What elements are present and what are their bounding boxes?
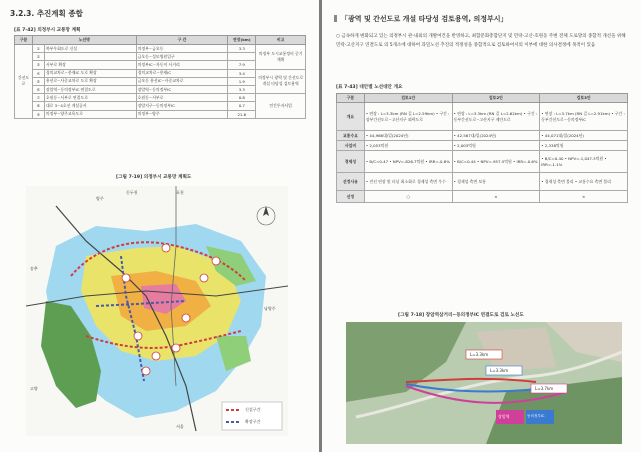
route-length: 3.4 xyxy=(228,69,256,77)
th-section: 구 간 xyxy=(136,36,228,45)
table-caption: [표 7-42] 의정부시 교통망 계획 xyxy=(14,28,81,33)
row-number: ① xyxy=(32,45,44,53)
route-aerial-map xyxy=(346,322,622,444)
route-name: 의정부~양주교육도로 xyxy=(44,110,136,118)
route-length: 7.9 xyxy=(228,61,256,69)
row-label: 경제성 xyxy=(337,151,365,173)
route-name: 북부우회도로 신설 xyxy=(44,45,136,53)
th-type: 구분 xyxy=(15,36,33,45)
route-figure-caption: [그림 7-18] 장암역삼거리~동의정부IC 연결도로 검토 노선도 xyxy=(398,313,524,318)
route-section: 장암역~동의정부IC xyxy=(136,85,228,93)
section-title: 3.2.3. 추진계획 종합 xyxy=(10,9,83,18)
route-length: 3.3 xyxy=(228,85,256,93)
route-length: 0.8 xyxy=(228,94,256,102)
right-header-text: 「광역 및 간선도로 개설 타당성 검토용역, 의정부시」 xyxy=(341,15,508,23)
option1-cell: • B/C=0.47 • NPV=-826.7억원 • IRR=-0.8% xyxy=(364,151,452,173)
th-length: 연장(km) xyxy=(228,36,256,45)
alt-th-option1: 검토1안 xyxy=(364,94,452,103)
option1-cell: • 전선 연장 및 터널 최소화로 경제성 측면 우수 xyxy=(364,173,452,191)
th-note: 비고 xyxy=(256,36,306,45)
alternative-table xyxy=(336,93,628,203)
route-label-1: L=3.3km xyxy=(470,352,489,357)
alt-table-row xyxy=(337,131,628,141)
route-section: 금오동 흥선IC~사중교차로 xyxy=(136,77,228,85)
row-label: 선정사유 xyxy=(337,173,365,191)
row-note: 의정부시 광역 및 간선도로 개설 타당성 검토용역 xyxy=(256,69,306,94)
row-number: ⑨ xyxy=(32,110,44,118)
option3-cell: • 44,071대/일(2024년) xyxy=(540,131,628,141)
option3-cell: × xyxy=(540,191,628,203)
alt-th-option3: 검토3안 xyxy=(540,94,628,103)
map-label-yangju: 양주 xyxy=(96,196,104,201)
row-number: ⑤ xyxy=(32,77,44,85)
table-header-row xyxy=(15,36,306,45)
route-label-2: L=3.3km xyxy=(490,368,509,373)
alt-table-header-row xyxy=(337,94,628,103)
map-drawing xyxy=(26,186,288,436)
map-label-seoul: 서울 xyxy=(176,424,184,429)
route-name: 장암역~동의정부IC 연결도로 xyxy=(44,85,136,93)
summary-paragraph: ○ 금속하게 변화되고 있는 의정부시 관-내외의 개발여건을 반영하고, 최합문화총합단지 및 민락-고산-호원동 주변 전체 도로망의 종합적 개선을 위해 민락-고산지구 연결도로 의 5개소에 대하여 과밀노선 추진의 적정성을 종합적으로 검토하여서의 이부에 대한 의사결정에 목적이 있음 xyxy=(336,34,626,49)
route-section: 금오동~성모병원입구 xyxy=(136,53,228,61)
option1-cell: ○ xyxy=(364,191,452,203)
figure-caption: [그림 7-19] 의정부시 교통망 계획도 xyxy=(116,175,192,180)
map-label-jangam: 장암역 xyxy=(498,414,510,419)
route-section: 경의교차로~풍재IC xyxy=(136,69,228,77)
alt-table-row xyxy=(337,141,628,151)
row-number: ② xyxy=(32,53,44,61)
route-length: 0.7 xyxy=(228,102,256,110)
route-length: 3.3 xyxy=(228,45,256,53)
map-label-songchu: 송추 xyxy=(30,266,38,271)
table-row xyxy=(15,69,306,77)
map-label-goyang: 고양 xyxy=(30,386,38,391)
map-label-dongducheon: 동두천 xyxy=(126,190,138,195)
option1-cell: • 44,966대/일(2024년) xyxy=(364,131,452,141)
route-name: 호원동~서부로 연결도로 xyxy=(44,94,136,102)
aerial-drawing xyxy=(346,322,622,444)
option2-cell: • 연장 : L=3.3km (RN 길 L=2.62km) • 구간 : 동부간선도로~고산지구 제안도로 xyxy=(452,103,540,131)
alt-table-row xyxy=(337,173,628,191)
row-label: 교통수요 xyxy=(337,131,365,141)
alt-table-row xyxy=(337,191,628,203)
route-name: 경의교차로~풍재IC 도로 확장 xyxy=(44,69,136,77)
row-number: ④ xyxy=(32,69,44,77)
row-number: ⑥ xyxy=(32,85,44,93)
option2-cell: • B/C=0.44 • NPV=-957.5억원 • IRR=-0.6% xyxy=(452,151,540,173)
header-bar-icon xyxy=(334,15,337,22)
option3-cell: • B/C=0.40 • NPV=-1,047.3억원 • IRR=-1.1% xyxy=(540,151,628,173)
route-name: 서부로 확장 xyxy=(44,61,136,69)
row-label: 선정 xyxy=(337,191,365,203)
alt-table-caption: [표 7-43] 대안별 노선대안 개요 xyxy=(336,85,403,90)
table-row xyxy=(15,94,306,102)
road-network-map xyxy=(26,186,288,436)
option3-cell: • 2,338억원 xyxy=(540,141,628,151)
row-number: ⑦ xyxy=(32,94,44,102)
route-section: 호원동~서부로 xyxy=(136,94,228,102)
option3-cell: • 연장 : L=3.7km (RN 길 L=2.91km) • 구간 : 동부간선도로~동의정부IC xyxy=(540,103,628,131)
th-route: 노선명 xyxy=(32,36,136,45)
route-section: 의정부~금오동 xyxy=(136,45,228,53)
option2-cell: • 42,567대/일(2024년) xyxy=(452,131,540,141)
row-note: 의정부 도시교통정비 중기계획 xyxy=(256,45,306,70)
route-section: 의정부~양주 xyxy=(136,110,228,118)
route-length: 21.6 xyxy=(228,110,256,118)
route-section: 의정부IC~자동이 사거리 xyxy=(136,61,228,69)
option1-cell: • 2,053억원 xyxy=(364,141,452,151)
option1-cell: • 연장 : L=3.3km (RN 길 L=2.59km) • 구간 : 장부간선도로~고산지구 외곽도로 xyxy=(364,103,452,131)
row-note: 민간투자사업 xyxy=(256,94,306,119)
row-number: ③ xyxy=(32,61,44,69)
route-name: 대로 3~4호선 개설공사 xyxy=(44,102,136,110)
alt-table-row xyxy=(337,151,628,173)
route-length: 1.9 xyxy=(228,77,256,85)
route-length xyxy=(228,53,256,61)
right-page xyxy=(322,0,641,452)
row-label: 사업비 xyxy=(337,141,365,151)
alt-th-type: 구분 xyxy=(337,94,365,103)
map-label-dong-ic: 동의정부IC xyxy=(527,414,545,418)
option3-cell: • 경제성 측면 불리 • 교통수요 측면 불리 xyxy=(540,173,628,191)
route-label-3: L=3.7km xyxy=(535,386,554,391)
legend-new-route: 신설구간 xyxy=(245,407,261,412)
row-number: ⑧ xyxy=(32,102,44,110)
option2-cell: • 2,003억원 xyxy=(452,141,540,151)
right-header xyxy=(334,14,508,24)
option2-cell: × xyxy=(452,191,540,203)
alt-table-row xyxy=(337,103,628,131)
legend-widen-route: 확장구간 xyxy=(245,419,261,424)
alt-th-option2: 검토2안 xyxy=(452,94,540,103)
route-name xyxy=(44,53,136,61)
left-page xyxy=(0,0,319,452)
option2-cell: • 경제성 측면 보통 xyxy=(452,173,540,191)
road-plan-table xyxy=(14,35,306,119)
route-name: 흥선로~사중교차로 도로 확장 xyxy=(44,77,136,85)
row-label: 개요 xyxy=(337,103,365,131)
route-section: 장암지구~동의정부IC xyxy=(136,102,228,110)
map-label-pocheon: 포천 xyxy=(176,190,184,195)
table-row xyxy=(15,45,306,53)
group-label: 간선도로 xyxy=(15,45,33,119)
map-label-namyangju: 남양주 xyxy=(264,306,276,311)
